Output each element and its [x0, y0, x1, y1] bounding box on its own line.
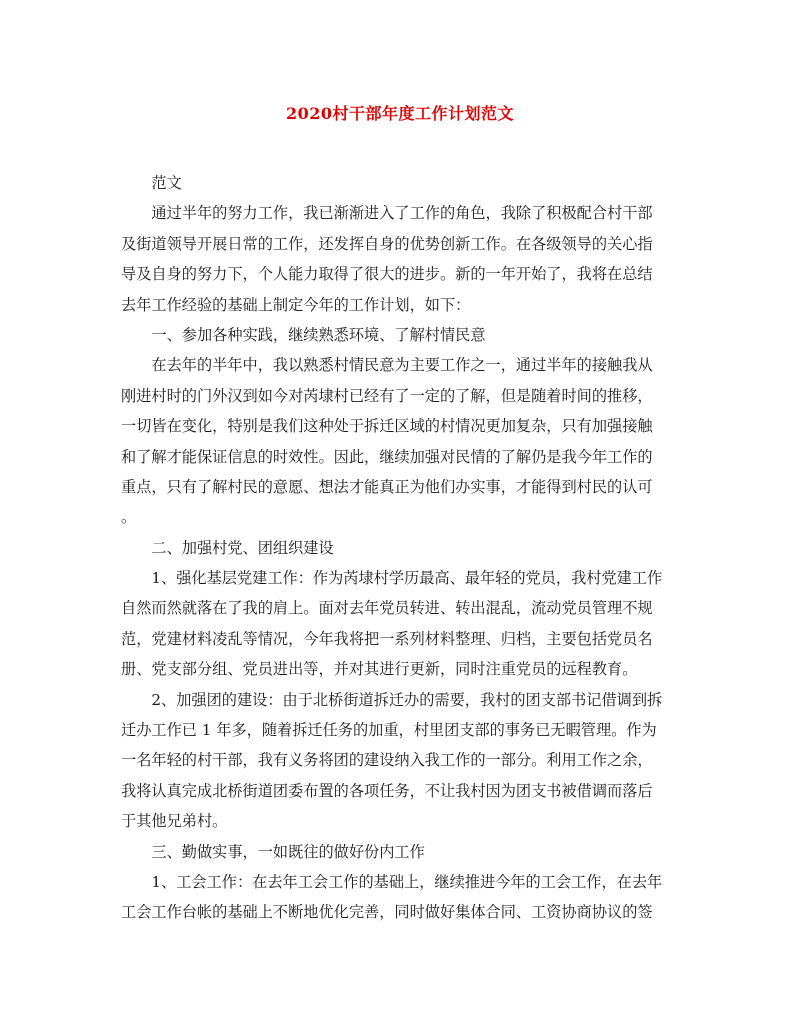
text-line: 于其他兄弟村。 — [121, 812, 228, 831]
text-line: 一切皆在变化，特别是我们这种处于拆迁区域的村情况更加复杂，只有加强接触 — [121, 417, 653, 436]
text-line: 一、参加各种实践，继续熟悉环境、了解村情民意 — [121, 325, 486, 344]
text-line: 一名年轻的村干部，我有义务将团的建设纳入我工作的一部分。利用工作之余， — [121, 751, 653, 770]
text-line: 范，党建材料凌乱等情况，今年我将把一系列材料整理、归档，主要包括党员名 — [121, 629, 653, 648]
text-line: 2、加强团的建设：由于北桥街道拆迁办的需要，我村的团支部书记借调到拆 — [121, 690, 663, 709]
paragraph — [121, 867, 679, 928]
text-line: 二、加强村党、团组织建设 — [121, 538, 334, 557]
paragraph — [121, 837, 679, 867]
text-line: 1、强化基层党建工作：作为芮埭村学历最高、最年轻的党员，我村党建工作 — [121, 569, 663, 588]
text-line: 我将认真完成北桥街道团委布置的各项任务，不让我村因为团支书被借调而落后 — [121, 781, 653, 800]
text-line: 1、工会工作：在去年工会工作的基础上，继续推进今年的工会工作，在去年 — [121, 872, 663, 891]
text-line: 工会工作台帐的基础上不断地优化完善，同时做好集体合同、工资协商协议的签 — [121, 903, 653, 922]
paragraph — [121, 685, 679, 837]
text-line: 和了解才能保证信息的时效性。因此，继续加强对民情的了解仍是我今年工作的 — [121, 447, 653, 466]
text-line: 通过半年的努力工作，我已渐渐进入了工作的角色，我除了积极配合村干部 — [121, 204, 653, 223]
text-line: 刚进村时的门外汉到如今对芮埭村已经有了一定的了解，但是随着时间的推移， — [121, 386, 653, 405]
paragraph — [121, 168, 679, 198]
text-line: 重点，只有了解村民的意愿、想法才能真正为他们办实事，才能得到村民的认可 — [121, 477, 653, 496]
text-line: 导及自身的努力下，个人能力取得了很大的进步。新的一年开始了，我将在总结 — [121, 265, 653, 284]
text-line: 去年工作经验的基础上制定今年的工作计划，如下： — [121, 295, 471, 314]
paragraph — [121, 563, 679, 685]
text-line: 及街道领导开展日常的工作，还发挥自身的优势创新工作。在各级领导的关心指 — [121, 234, 653, 253]
text-line: 三、勤做实事，一如既往的做好份内工作 — [121, 842, 425, 861]
text-line: 迁办工作已 1 年多，随着拆迁任务的加重，村里团支部的事务已无暇管理。作为 — [121, 721, 657, 740]
text-line: 在去年的半年中，我以熟悉村情民意为主要工作之一，通过半年的接触我从 — [121, 356, 653, 375]
text-line: 自然而然就落在了我的肩上。面对去年党员转进、转出混乱，流动党员管理不规 — [121, 599, 653, 618]
text-line: 。 — [121, 508, 137, 527]
document-body — [121, 168, 679, 928]
paragraph — [121, 350, 679, 532]
text-line: 册、党支部分组、党员进出等，并对其进行更新，同时注重党员的远程教育。 — [121, 660, 638, 679]
paragraph — [121, 320, 679, 350]
paragraph — [121, 198, 679, 320]
text-line: 范文 — [121, 174, 182, 192]
document-title: 2020村干部年度工作计划范文 — [285, 104, 515, 123]
paragraph — [121, 533, 679, 563]
